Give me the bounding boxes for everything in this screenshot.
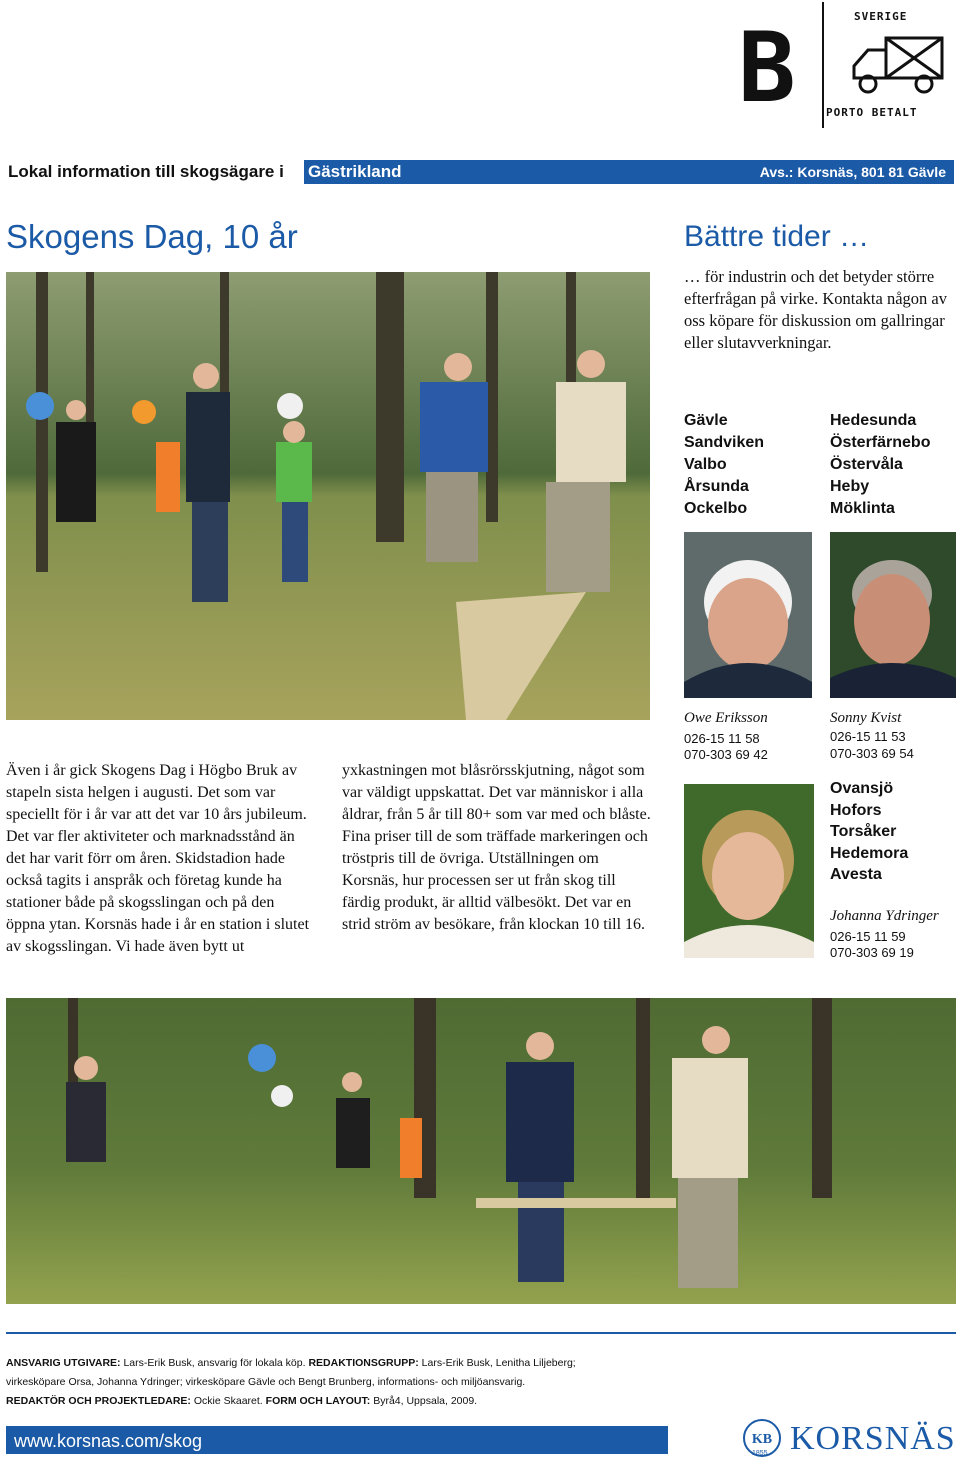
town-name: Hedesunda xyxy=(830,412,917,429)
svg-text:KB: KB xyxy=(751,1432,773,1447)
colophon xyxy=(6,1354,956,1411)
town-name: Hofors xyxy=(830,801,882,819)
town-name: Avesta xyxy=(830,866,882,883)
label-layout: FORM OCH LAYOUT: xyxy=(265,1395,371,1407)
article-column-2: yxkastningen mot blåsrörsskjutning, något som var väldigt uppskattat. Det var människor i alla åldrar, från 5 år till 80+ som var med och blåste. Fina priser till de som träffade markeringen och tröstpris till de övriga. Utställningen om Korsnäs, hur processen ser ut från skog till färdig produkt, är alltid välbesökt. Det var en strid ström av besökare, från klockan 10 till 16. xyxy=(342,762,651,933)
town-name: Torsåker xyxy=(830,823,897,840)
town-list-right xyxy=(830,410,930,520)
contact-mobile: 070-303 69 19 xyxy=(830,945,914,960)
town-list-third xyxy=(830,778,908,886)
town-name: Hedemora xyxy=(830,844,909,862)
editorial-group-text: Lars-Erik Busk, Lenitha Liljeberg; xyxy=(421,1357,576,1369)
town-name: Valbo xyxy=(684,456,727,473)
logo-year: 1855 xyxy=(752,1450,768,1457)
town-name: Årsunda xyxy=(684,478,749,495)
editorial-group-cont: virkesköpare Orsa, Johanna Ydringer; virkesköpare Gävle och Bengt Brunberg, informations- och miljöansvarig. xyxy=(6,1376,526,1388)
korsnas-logo xyxy=(742,1416,956,1460)
town-name: Gävle xyxy=(684,412,728,429)
event-photo-top xyxy=(6,272,650,720)
label-publisher: ANSVARIG UTGIVARE: xyxy=(6,1357,121,1369)
contact-mobile: 070-303 69 42 xyxy=(684,747,768,762)
postage-letter: B xyxy=(738,12,796,124)
event-photo-bottom xyxy=(6,998,956,1304)
publisher-text: Lars-Erik Busk, ansvarig för lokala köp. xyxy=(123,1357,306,1369)
sidebar-text: … för industrin och det betyder större efterfrågan på virke. Kontakta någon av oss köpare för diskussion om gallringar eller slutavverkningar. xyxy=(684,267,947,352)
town-name: Östervåla xyxy=(830,456,903,473)
contact-phone: 026-15 11 53 xyxy=(830,729,906,744)
contact-name: Owe Eriksson xyxy=(684,710,768,726)
postage-stamp xyxy=(822,2,952,128)
portrait-owe-eriksson xyxy=(684,532,812,698)
town-name: Sandviken xyxy=(684,434,765,451)
portrait-sonny-kvist xyxy=(830,532,956,698)
town-name: Ovansjö xyxy=(830,780,894,797)
town-name: Österfärnebo xyxy=(830,434,931,451)
stamp-bottom-text: PORTO BETALT xyxy=(826,106,918,119)
layout-text: Byrå4, Uppsala, 2009. xyxy=(373,1395,478,1407)
logo-wordmark: KORSNÄS xyxy=(790,1420,956,1457)
contact-name: Sonny Kvist xyxy=(830,710,902,726)
header-region: Gästrikland xyxy=(304,160,668,184)
editor-text: Ockie Skaaret. xyxy=(193,1395,263,1407)
footer-divider xyxy=(6,1332,956,1334)
truck-icon xyxy=(844,28,948,100)
town-name: Heby xyxy=(830,478,870,495)
contact-name: Johanna Ydringer xyxy=(830,908,939,924)
town-name: Ockelbo xyxy=(684,500,748,517)
label-editorial-group: REDAKTIONSGRUPP: xyxy=(308,1357,419,1369)
article-title: Skogens Dag, 10 år xyxy=(6,218,298,255)
website-link[interactable]: www.korsnas.com/skog xyxy=(14,1431,203,1451)
sidebar-title: Bättre tider … xyxy=(684,220,870,253)
contact-phone: 026-15 11 58 xyxy=(684,731,760,746)
town-name: Möklinta xyxy=(830,500,895,517)
header-lead: Lokal information till skogsägare i xyxy=(8,162,284,181)
sender-address: Avs.: Korsnäs, 801 81 Gävle xyxy=(668,160,954,184)
contact-mobile: 070-303 69 54 xyxy=(830,746,914,761)
town-list-left xyxy=(684,410,764,520)
stamp-top-text: SVERIGE xyxy=(854,10,908,23)
portrait-johanna-ydringer xyxy=(684,784,814,958)
label-editor: REDAKTÖR OCH PROJEKTLEDARE: xyxy=(6,1395,191,1407)
article-column-1: Även i år gick Skogens Dag i Högbo Bruk av stapeln sista helgen i augusti. Det som var speciellt för i år var att det var 10 års jubileum. Det var fler aktiviteter och marknadsstånd än det har varit förr om åren. Skidstadion hade också tagits i anspråk och företag kunde ha stationer både på skogsslingan och på den öppna ytan. Korsnäs hade i år en station i slutet av skogsslingan. Vi hade även bytt ut xyxy=(6,762,310,955)
contact-phone: 026-15 11 59 xyxy=(830,929,906,944)
